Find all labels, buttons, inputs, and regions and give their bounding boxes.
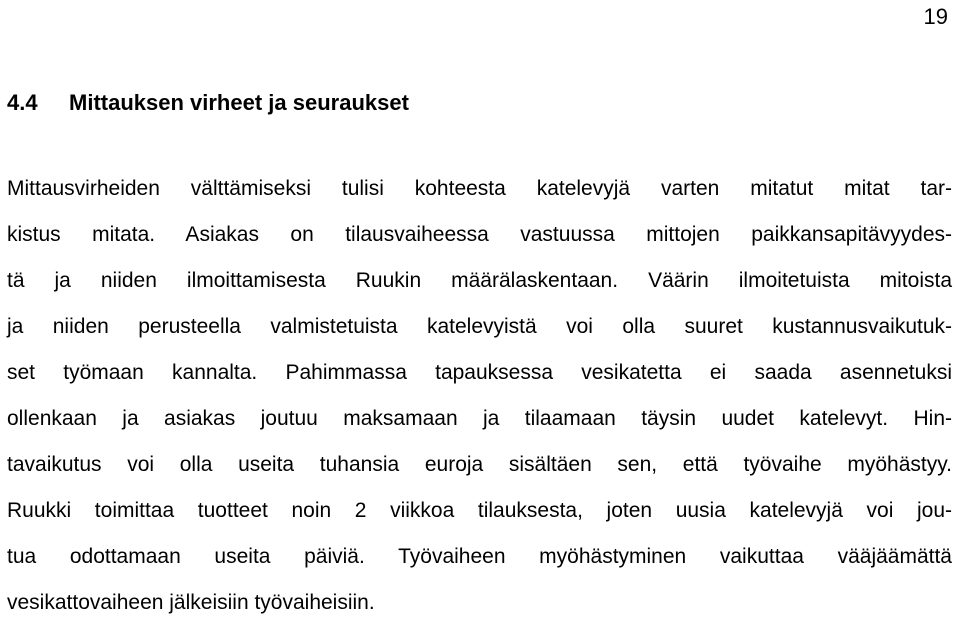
paragraph-line: tua odottamaan useita päiviä. Työvaiheen myöhästyminen vaikuttaa vääjäämättä bbox=[7, 545, 952, 568]
page-number: 19 bbox=[923, 4, 948, 29]
paragraph-line: set työmaan kannalta. Pahimmassa tapauksessa vesikatetta ei saada asennetuksi bbox=[7, 361, 952, 384]
paragraph-line: Mittausvirheiden välttämiseksi tulisi kohteesta katelevyjä varten mitatut mitat tar- bbox=[7, 177, 952, 200]
paragraph-line: Ruukki toimittaa tuotteet noin 2 viikkoa tilauksesta, joten uusia katelevyjä voi jou- bbox=[7, 499, 952, 522]
section-title: Mittauksen virheet ja seuraukset bbox=[69, 90, 409, 115]
paragraph-line: tä ja niiden ilmoittamisesta Ruukin määrälaskentaan. Väärin ilmoitetuista mitoista bbox=[7, 269, 952, 292]
paragraph-line: kistus mitata. Asiakas on tilausvaiheessa vastuussa mittojen paikkansapitävyydes- bbox=[7, 223, 952, 246]
section-heading bbox=[7, 89, 409, 117]
paragraph-line: vesikattovaiheen jälkeisiin työvaiheisiin. bbox=[7, 591, 375, 614]
body-paragraph bbox=[7, 166, 952, 626]
section-number: 4.4 bbox=[7, 90, 38, 115]
paragraph-line: tavaikutus voi olla useita tuhansia euroja sisältäen sen, että työvaihe myöhästyy. bbox=[7, 453, 952, 476]
paragraph-line: ja niiden perusteella valmistetuista katelevyistä voi olla suuret kustannusvaikutuk- bbox=[7, 315, 952, 338]
paragraph-line: ollenkaan ja asiakas joutuu maksamaan ja tilaamaan täysin uudet katelevyt. Hin- bbox=[7, 407, 952, 430]
